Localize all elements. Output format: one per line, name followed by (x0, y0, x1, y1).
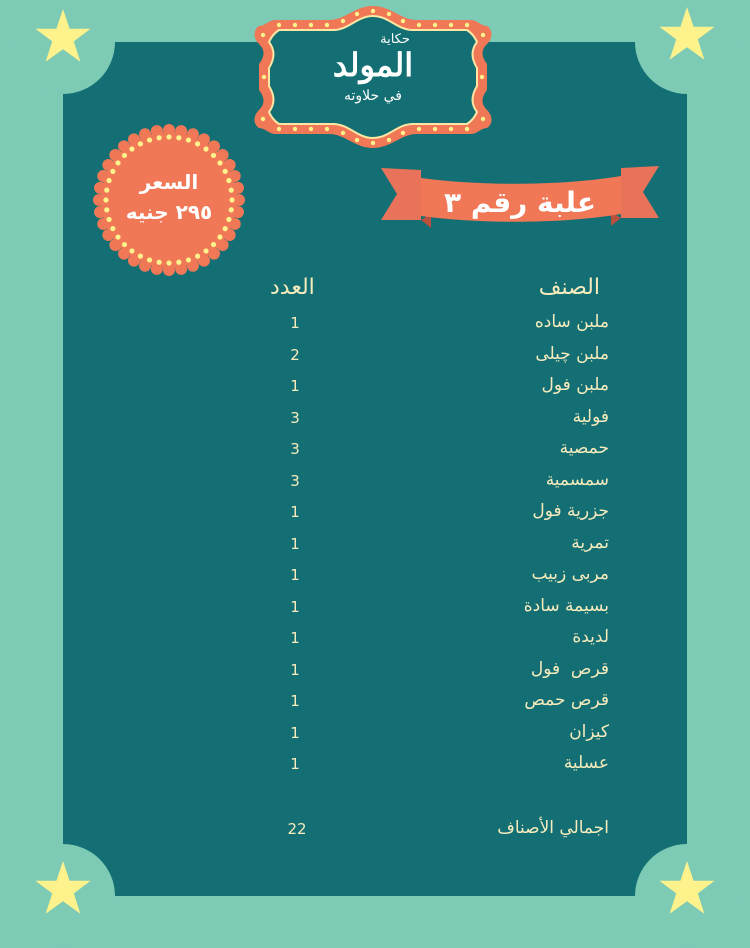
item-name: قرص حمص (524, 690, 609, 710)
column-header-count: العدد (270, 275, 315, 300)
item-count: 2 (290, 345, 300, 364)
item-name: مربى زبيب (531, 564, 609, 584)
item-count: 1 (290, 534, 300, 553)
page-title: علبة رقم ٣ (444, 186, 596, 219)
list-item (0, 690, 750, 722)
star-icon (657, 858, 717, 918)
item-name: جزرية فول (532, 501, 609, 521)
item-name: حمصية (559, 438, 609, 458)
list-item (0, 753, 750, 785)
item-count: 1 (290, 314, 300, 332)
price-label: السعر (139, 170, 199, 194)
item-name: عسلية (563, 753, 609, 773)
item-count: 3 (290, 440, 300, 458)
list-item (0, 501, 750, 533)
items-list (0, 312, 750, 785)
price-value: ٢٩٥ جنيه (125, 200, 213, 224)
list-item (0, 596, 750, 628)
list-item (0, 407, 750, 439)
star-icon (33, 6, 93, 66)
item-name: ملبن چيلى (535, 343, 609, 364)
item-name: سمسمية (545, 469, 609, 490)
item-count: 1 (290, 692, 300, 710)
star-icon (657, 4, 717, 64)
item-count: 1 (290, 723, 300, 742)
star-icon (33, 858, 93, 918)
list-item (0, 564, 750, 596)
item-count: 1 (290, 503, 300, 521)
logo-bottom-text: في حلاوته (344, 88, 402, 104)
logo-top-text: حكاية (380, 32, 410, 47)
item-count: 1 (290, 597, 300, 616)
list-item (0, 627, 750, 659)
item-count: 1 (290, 377, 300, 395)
item-name: ملبن ساده (534, 312, 609, 332)
item-name: بسيمة سادة (523, 595, 609, 616)
item-name: كيزان (569, 721, 609, 742)
list-item (0, 375, 750, 407)
total-value: 22 (287, 820, 307, 838)
item-count: 1 (290, 660, 300, 679)
list-item (0, 722, 750, 754)
item-count: 3 (290, 408, 300, 427)
total-label: اجمالي الأصناف (497, 818, 609, 838)
item-count: 1 (290, 629, 300, 647)
item-name: ملبن فول (541, 375, 609, 395)
list-item (0, 344, 750, 376)
list-item (0, 659, 750, 691)
price-seal (93, 124, 245, 276)
item-name: فولية (572, 406, 609, 427)
list-item (0, 470, 750, 502)
item-name: قرص فول (530, 658, 609, 679)
item-count: 1 (290, 566, 300, 584)
item-name: لديدة (572, 627, 609, 647)
item-name: تمرية (571, 532, 609, 553)
column-header-item: الصنف (538, 275, 600, 300)
list-item (0, 438, 750, 470)
logo-main-text: المولد (332, 46, 414, 84)
list-item (0, 312, 750, 344)
item-count: 3 (290, 471, 300, 490)
item-count: 1 (290, 755, 300, 773)
list-item (0, 533, 750, 565)
